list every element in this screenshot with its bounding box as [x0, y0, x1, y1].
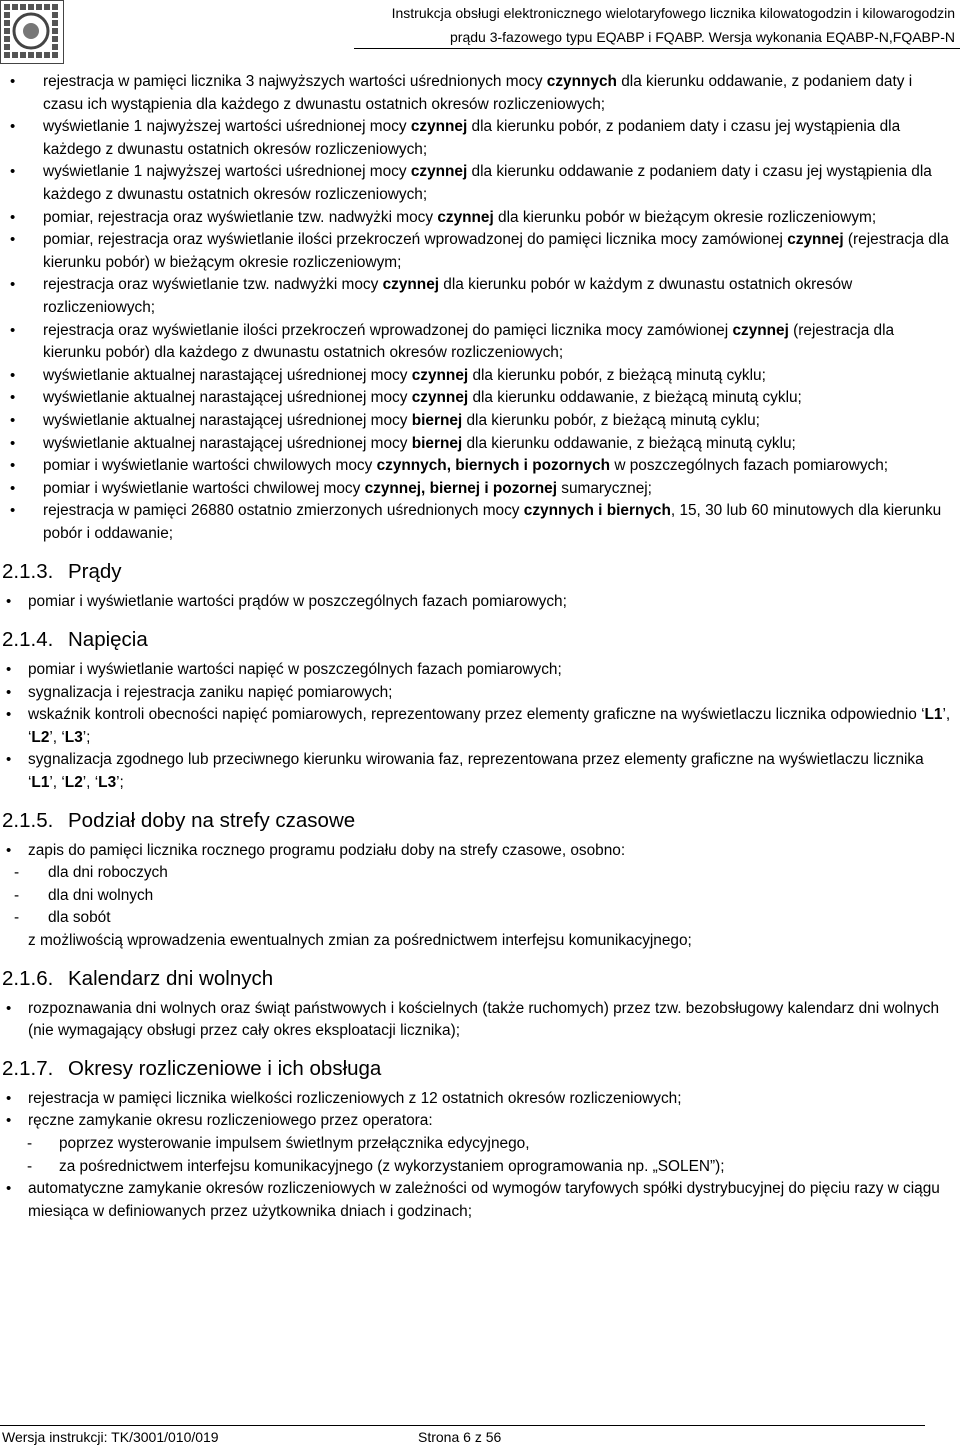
section-heading-2-1-4: 2.1.4. Napięcia [2, 628, 148, 652]
bold-term: L2 [31, 728, 50, 746]
bold-term: czynnej [732, 321, 789, 339]
list-item: • sygnalizacja i rejestracja zaniku napięć pomiarowych; [0, 682, 960, 705]
voltages-list [0, 659, 960, 795]
footer-version: Wersja instrukcji: TK/3001/010/019 [2, 1429, 219, 1445]
bold-term: L3 [98, 774, 117, 792]
list-item: • pomiar, rejestracja oraz wyświetlanie ilości przekroczeń wprowadzonej do pamięci licznika mocy zamówionej czynnej (rejestracja dla kierunku pobór) w bieżącym okresie rozliczeniowym; [0, 229, 960, 274]
bold-term: czynnych, biernych i pozornych [376, 457, 611, 475]
list-item: • rejestracja oraz wyświetlanie ilości przekroczeń wprowadzonej do pamięci licznika mocy zamówionej czynnej (rejestracja dla kierunku pobór) dla każdego z dwunastu ostatnich okresów rozliczeniowych; [0, 320, 960, 365]
billing-list [0, 1088, 960, 1133]
list-item: - dla dni roboczych [0, 862, 960, 885]
bold-term: L1 [31, 774, 50, 792]
list-item: • ręczne zamykanie okresu rozliczeniowego przez operatora: [0, 1110, 960, 1133]
bold-term: czynnej, biernej i pozornej [364, 479, 558, 497]
list-item: • wyświetlanie aktualnej narastającej uśrednionej mocy biernej dla kierunku pobór, z bieżącą minutą cyklu; [0, 410, 960, 433]
time-zones-list [0, 840, 960, 863]
section-heading-2-1-6: 2.1.6. Kalendarz dni wolnych [2, 966, 274, 990]
bold-term: L2 [64, 774, 83, 792]
list-item: • rejestracja w pamięci 26880 ostatnio zmierzonych uśrednionych mocy czynnych i biernych, 15, 30 lub 60 minutowych dla kierunku pobór i oddawanie; [0, 500, 960, 545]
list-item: • rejestracja oraz wyświetlanie tzw. nadwyżki mocy czynnej dla kierunku pobór w każdym z dwunastu ostatnich okresów rozliczeniowych; [0, 274, 960, 319]
company-logo [0, 0, 64, 64]
bold-term: L3 [64, 728, 83, 746]
header-title-line2: prądu 3-fazowego typu EQABP i FQABP. Wersja wykonania EQABP-N,FQABP-N [450, 29, 955, 45]
section-heading-2-1-3: 2.1.3. Prądy [2, 560, 122, 584]
list-item: - dla dni wolnych [0, 885, 960, 908]
day-types-list [0, 862, 960, 930]
bold-term: czynnej [410, 118, 468, 136]
list-item: - dla sobót [0, 907, 960, 930]
currents-list [0, 591, 960, 614]
list-item: • automatyczne zamykanie okresów rozliczeniowych w zależności od wymogów taryfowych spółki dystrybucyjnej do pięciu razy w ciągu miesiąca w definiowanych przez użytkownika dniach i godzinach; [0, 1178, 960, 1223]
bold-term: czynnej [437, 208, 494, 226]
section-heading-2-1-5: 2.1.5. Podział doby na strefy czasowe [2, 808, 356, 832]
billing-list-auto [0, 1178, 960, 1223]
manual-close-methods [0, 1133, 960, 1178]
bold-term: biernej [411, 411, 463, 429]
list-item: • wyświetlanie aktualnej narastającej uśrednionej mocy czynnej dla kierunku oddawanie, z bieżącą minutą cyklu; [0, 387, 960, 410]
list-item: • rozpoznawania dni wolnych oraz świąt państwowych i kościelnych (także ruchomych) przez tzw. bezobsługowy kalendarz dni wolnych (nie wymagający obsługi przez cały okres eksploatacji licznika); [0, 998, 960, 1043]
footer-page-number: Strona 6 z 56 [418, 1429, 502, 1445]
bold-term: czynnej [411, 366, 469, 384]
time-zones-note: z możliwością wprowadzenia ewentualnych zmian za pośrednictwem interfejsu komunikacyjnego; [28, 932, 692, 949]
document-body [0, 71, 960, 1223]
bold-term: czynnych i biernych [523, 502, 671, 520]
feature-list [0, 71, 960, 545]
list-item: • wyświetlanie aktualnej narastającej uśrednionej mocy czynnej dla kierunku pobór, z bieżącą minutą cyklu; [0, 365, 960, 388]
list-item: • pomiar, rejestracja oraz wyświetlanie tzw. nadwyżki mocy czynnej dla kierunku pobór w bieżącym okresie rozliczeniowym; [0, 207, 960, 230]
list-item: • zapis do pamięci licznika rocznego programu podziału doby na strefy czasowe, osobno: [0, 840, 960, 863]
bold-term: L1 [924, 706, 943, 724]
list-item: • pomiar i wyświetlanie wartości chwilowej mocy czynnej, biernej i pozornej sumarycznej; [0, 478, 960, 501]
list-item: • rejestracja w pamięci licznika 3 najwyższych wartości uśrednionych mocy czynnych dla kierunku oddawanie, z podaniem daty i czasu ich wystąpienia dla każdego z dwunastu ostatnich okresów rozliczeniowych; [0, 71, 960, 116]
bold-term: czynnych [546, 73, 617, 90]
holidays-list [0, 998, 960, 1043]
list-item: • wyświetlanie 1 najwyższej wartości uśrednionej mocy czynnej dla kierunku oddawanie z podaniem daty i czasu jej wystąpienia dla każdego z dwunastu ostatnich okresów rozliczeniowych; [0, 161, 960, 206]
bold-term: czynnej [410, 163, 468, 181]
list-item: • rejestracja w pamięci licznika wielkości rozliczeniowych z 12 ostatnich okresów rozliczeniowych; [0, 1088, 960, 1111]
header-divider [354, 48, 960, 49]
list-item: • sygnalizacja zgodnego lub przeciwnego kierunku wirowania faz, reprezentowana przez elementy graficzne na wyświetlaczu licznika ‘L1’, ‘L2’, ‘L3’; [0, 749, 960, 794]
header-title-line1: Instrukcja obsługi elektronicznego wielotaryfowego licznika kilowatogodzin i kilowarogodzin [391, 5, 955, 21]
list-item: - za pośrednictwem interfejsu komunikacyjnego (z wykorzystaniem oprogramowania np. „SOLEN”); [0, 1156, 960, 1179]
bold-term: biernej [411, 434, 463, 452]
bold-term: czynnej [787, 231, 844, 249]
list-item: - poprzez wysterowanie impulsem świetlnym przełącznika edycyjnego, [0, 1133, 960, 1156]
list-item: • wyświetlanie 1 najwyższej wartości uśrednionej mocy czynnej dla kierunku pobór, z podaniem daty i czasu jej wystąpienia dla każdego z dwunastu ostatnich okresów rozliczeniowych; [0, 116, 960, 161]
list-item: • pomiar i wyświetlanie wartości chwilowych mocy czynnych, biernych i pozornych w poszczególnych fazach pomiarowych; [0, 455, 960, 478]
list-item: • wskaźnik kontroli obecności napięć pomiarowych, reprezentowany przez elementy graficzne na wyświetlaczu licznika odpowiednio ‘L1’, ‘L2’, ‘L3’; [0, 704, 960, 749]
footer-divider [0, 1425, 925, 1426]
bold-term: czynnej [382, 276, 440, 294]
list-item: • wyświetlanie aktualnej narastającej uśrednionej mocy biernej dla kierunku oddawanie, z bieżącą minutą cyklu; [0, 433, 960, 456]
section-heading-2-1-7: 2.1.7. Okresy rozliczeniowe i ich obsługa [2, 1056, 382, 1080]
list-item: • pomiar i wyświetlanie wartości prądów w poszczególnych fazach pomiarowych; [0, 591, 960, 614]
bold-term: czynnej [411, 389, 469, 407]
list-item: • pomiar i wyświetlanie wartości napięć w poszczególnych fazach pomiarowych; [0, 659, 960, 682]
